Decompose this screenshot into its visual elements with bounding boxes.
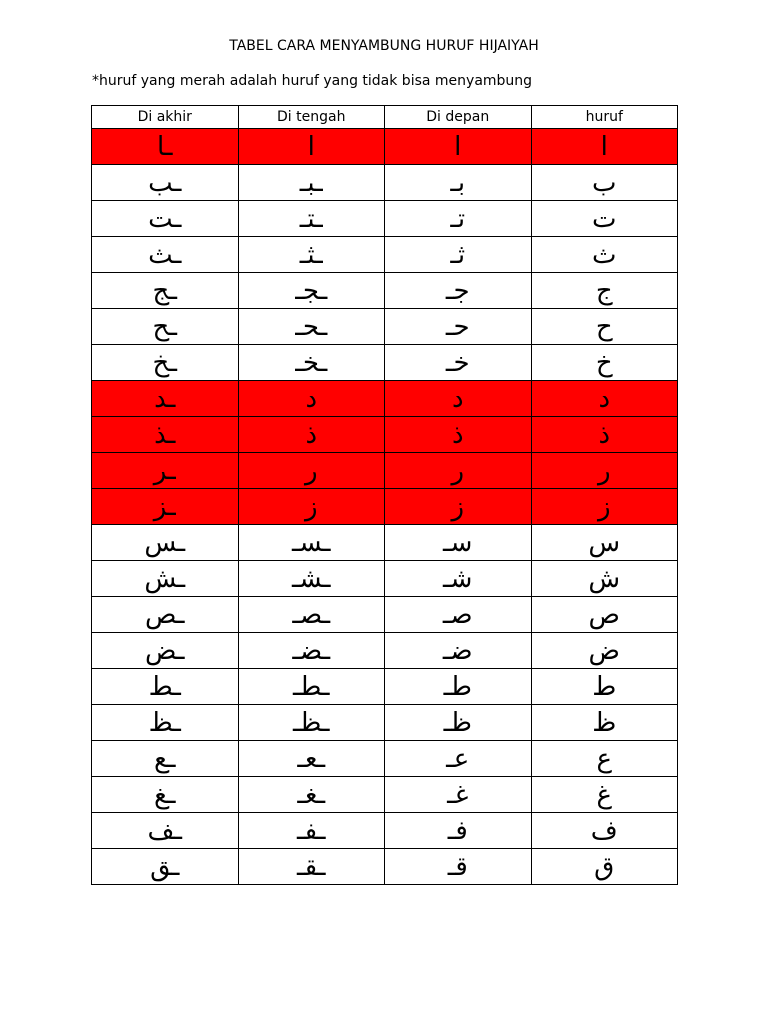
cell-di-depan: سـ xyxy=(385,525,532,561)
cell-di-tengah: ـشـ xyxy=(238,561,385,597)
table-row xyxy=(92,669,678,705)
cell-di-depan: قـ xyxy=(385,849,532,885)
header-row xyxy=(92,106,678,129)
document-title: TABEL CARA MENYAMBUNG HURUF HIJAIYAH xyxy=(229,38,539,54)
table-row xyxy=(92,165,678,201)
table-row xyxy=(92,741,678,777)
header-huruf: huruf xyxy=(531,106,678,129)
cell-huruf: ب xyxy=(531,165,678,201)
table-row xyxy=(92,525,678,561)
cell-di-depan: د xyxy=(385,381,532,417)
cell-di-depan: صـ xyxy=(385,597,532,633)
cell-huruf: ح xyxy=(531,309,678,345)
table-row xyxy=(92,489,678,525)
table-row xyxy=(92,849,678,885)
cell-di-depan: غـ xyxy=(385,777,532,813)
cell-di-akhir: ـع xyxy=(92,741,239,777)
cell-di-akhir: ـذ xyxy=(92,417,239,453)
cell-di-akhir: ـخ xyxy=(92,345,239,381)
cell-di-tengah: ـقـ xyxy=(238,849,385,885)
cell-di-tengah: ـصـ xyxy=(238,597,385,633)
cell-di-akhir: ـط xyxy=(92,669,239,705)
hijaiyah-table xyxy=(91,105,678,885)
cell-di-akhir: ـس xyxy=(92,525,239,561)
cell-di-depan: شـ xyxy=(385,561,532,597)
table-row xyxy=(92,813,678,849)
cell-di-depan: فـ xyxy=(385,813,532,849)
cell-di-akhir: ـث xyxy=(92,237,239,273)
cell-di-tengah: ـسـ xyxy=(238,525,385,561)
table-row xyxy=(92,273,678,309)
cell-huruf: د xyxy=(531,381,678,417)
header-di-depan: Di depan xyxy=(385,106,532,129)
cell-di-depan: ز xyxy=(385,489,532,525)
cell-huruf: س xyxy=(531,525,678,561)
cell-huruf: ش xyxy=(531,561,678,597)
cell-di-depan: ذ xyxy=(385,417,532,453)
cell-di-tengah: ـظـ xyxy=(238,705,385,741)
table-row xyxy=(92,237,678,273)
cell-huruf: خ xyxy=(531,345,678,381)
cell-di-tengah: ز xyxy=(238,489,385,525)
cell-di-depan: خـ xyxy=(385,345,532,381)
table-row xyxy=(92,345,678,381)
cell-di-depan: ر xyxy=(385,453,532,489)
table-row xyxy=(92,597,678,633)
cell-di-tengah: ـبـ xyxy=(238,165,385,201)
cell-di-akhir: ـص xyxy=(92,597,239,633)
cell-di-akhir: ـق xyxy=(92,849,239,885)
header-di-tengah: Di tengah xyxy=(238,106,385,129)
table-row xyxy=(92,777,678,813)
cell-huruf: ع xyxy=(531,741,678,777)
table-row xyxy=(92,129,678,165)
table-row xyxy=(92,201,678,237)
cell-di-depan: حـ xyxy=(385,309,532,345)
cell-di-akhir: ـح xyxy=(92,309,239,345)
cell-di-akhir: ـت xyxy=(92,201,239,237)
cell-di-akhir: ـد xyxy=(92,381,239,417)
cell-di-akhir: ـظ xyxy=(92,705,239,741)
cell-di-akhir: ـز xyxy=(92,489,239,525)
table-body xyxy=(92,129,678,885)
cell-di-akhir: ـر xyxy=(92,453,239,489)
cell-di-akhir: ـا xyxy=(92,129,239,165)
table-row xyxy=(92,309,678,345)
table-row xyxy=(92,417,678,453)
table-row xyxy=(92,561,678,597)
cell-di-akhir: ـب xyxy=(92,165,239,201)
table-row xyxy=(92,705,678,741)
table-row xyxy=(92,381,678,417)
cell-di-akhir: ـف xyxy=(92,813,239,849)
table-row xyxy=(92,633,678,669)
cell-di-akhir: ـض xyxy=(92,633,239,669)
cell-di-tengah: ـغـ xyxy=(238,777,385,813)
cell-di-tengah: ذ xyxy=(238,417,385,453)
cell-di-depan: ضـ xyxy=(385,633,532,669)
cell-huruf: غ xyxy=(531,777,678,813)
cell-huruf: ق xyxy=(531,849,678,885)
cell-di-tengah: ـحـ xyxy=(238,309,385,345)
cell-huruf: ث xyxy=(531,237,678,273)
cell-huruf: ذ xyxy=(531,417,678,453)
cell-di-tengah: ـطـ xyxy=(238,669,385,705)
cell-di-tengah: ا xyxy=(238,129,385,165)
cell-huruf: ج xyxy=(531,273,678,309)
cell-huruf: ز xyxy=(531,489,678,525)
cell-di-tengah: ر xyxy=(238,453,385,489)
table-row xyxy=(92,453,678,489)
cell-di-tengah: ـجـ xyxy=(238,273,385,309)
cell-di-depan: جـ xyxy=(385,273,532,309)
cell-huruf: ظ xyxy=(531,705,678,741)
cell-di-tengah: ـضـ xyxy=(238,633,385,669)
cell-di-depan: عـ xyxy=(385,741,532,777)
cell-di-akhir: ـغ xyxy=(92,777,239,813)
cell-huruf: ف xyxy=(531,813,678,849)
cell-huruf: ض xyxy=(531,633,678,669)
cell-di-depan: ظـ xyxy=(385,705,532,741)
cell-di-tengah: ـخـ xyxy=(238,345,385,381)
cell-di-depan: بـ xyxy=(385,165,532,201)
cell-di-depan: طـ xyxy=(385,669,532,705)
cell-di-depan: تـ xyxy=(385,201,532,237)
cell-huruf: ط xyxy=(531,669,678,705)
cell-di-akhir: ـج xyxy=(92,273,239,309)
header-di-akhir: Di akhir xyxy=(92,106,239,129)
cell-huruf: ا xyxy=(531,129,678,165)
note-text: *huruf yang merah adalah huruf yang tidak bisa menyambung xyxy=(92,73,533,89)
cell-di-tengah: ـتـ xyxy=(238,201,385,237)
cell-di-akhir: ـش xyxy=(92,561,239,597)
cell-huruf: ر xyxy=(531,453,678,489)
cell-di-depan: ثـ xyxy=(385,237,532,273)
cell-di-tengah: ـفـ xyxy=(238,813,385,849)
cell-huruf: ت xyxy=(531,201,678,237)
cell-di-tengah: ـثـ xyxy=(238,237,385,273)
cell-di-tengah: د xyxy=(238,381,385,417)
cell-di-tengah: ـعـ xyxy=(238,741,385,777)
cell-di-depan: ا xyxy=(385,129,532,165)
cell-huruf: ص xyxy=(531,597,678,633)
